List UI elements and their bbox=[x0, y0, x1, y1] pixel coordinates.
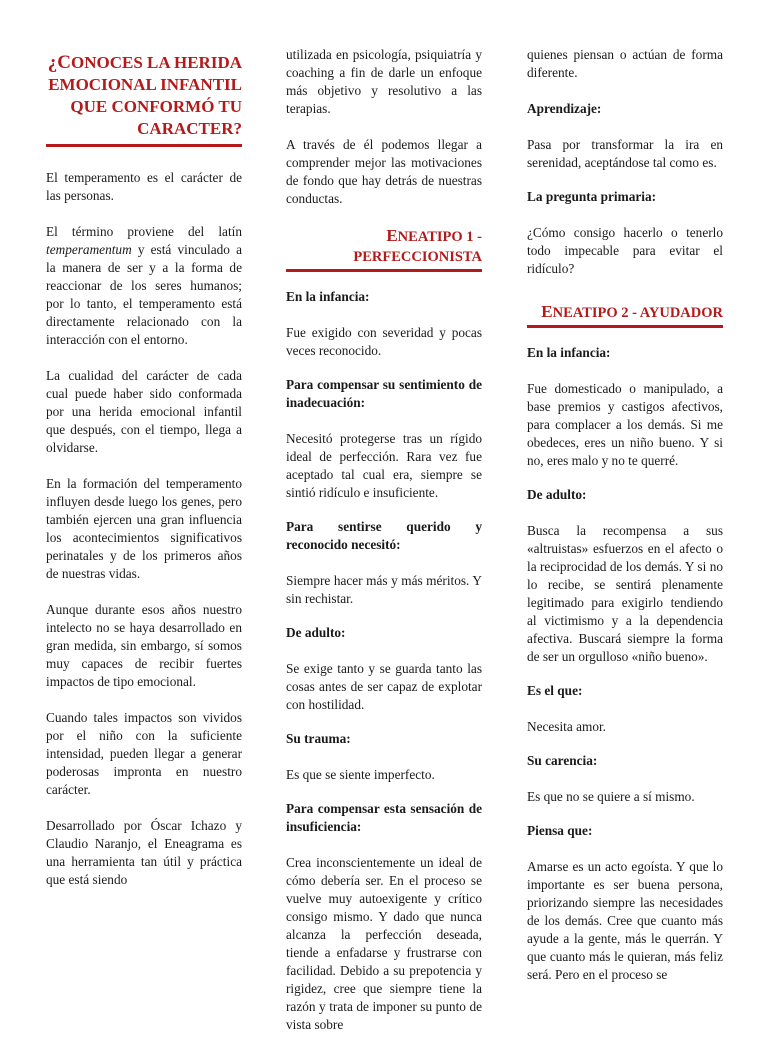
block-trauma bbox=[286, 730, 482, 784]
block-adulto bbox=[286, 624, 482, 714]
block-adulto bbox=[527, 486, 723, 666]
block-carencia bbox=[527, 752, 723, 806]
paragraph: Cuando tales impactos son vividos por el niño con la suficiente intensidad, pueden llegar a generar poderosas impronta en nuestro carácter. bbox=[46, 710, 242, 797]
block-heading: La pregunta primaria: bbox=[527, 189, 657, 204]
block-text: Es que se siente imperfecto. bbox=[286, 767, 435, 782]
paragraph: A través de él podemos llegar a comprender mejor las motivaciones de fondo que hay detrás de nuestras conductas. bbox=[286, 137, 482, 206]
block-text: Pasa por transformar la ira en serenidad, aceptándose tal como es. bbox=[527, 137, 723, 170]
block-insuficiencia bbox=[286, 800, 482, 1034]
block-heading: En la infancia: bbox=[527, 345, 611, 360]
block-infancia bbox=[286, 288, 482, 360]
block-es-el-que bbox=[527, 682, 723, 736]
section-title-eneatipo-1: ENEATIPO 1 - PERFECCIONISTA bbox=[286, 226, 482, 272]
block-text: Es que no se quiere a sí mismo. bbox=[527, 789, 695, 804]
block-heading: Para compensar su sentimiento de inadecuación: bbox=[286, 377, 482, 410]
block-heading: Su trauma: bbox=[286, 731, 351, 746]
block-pregunta bbox=[527, 188, 723, 278]
block-heading: Para compensar esta sensación de insuficiencia: bbox=[286, 801, 482, 834]
block-heading: En la infancia: bbox=[286, 289, 370, 304]
paragraph: La cualidad del carácter de cada cual puede haber sido conformada por una herida emocional infantil que después, con el tiempo, llega a olvidarse. bbox=[46, 368, 242, 455]
column-1 bbox=[46, 0, 242, 907]
block-text: Necesitó protegerse tras un rígido ideal de perfección. Rara vez fue aceptado tal cual era, siempre se sintió ridículo e insuficiente. bbox=[286, 431, 482, 500]
block-heading: Su carencia: bbox=[527, 753, 598, 768]
block-text: Amarse es un acto egoísta. Y que lo importante es ser buena persona, priorizando siempre las necesidades de los demás. Cree que cuanto más ayude a la gente, más le querrán. Y que cuanto más le quieran, más feliz será. Pero en el proceso se bbox=[527, 859, 723, 982]
intro-paragraph: El temperamento es el carácter de las personas. bbox=[46, 170, 242, 203]
paragraph: En la formación del temperamento influyen desde luego los genes, pero también ejercen una gran influencia los acontecimientos significativos perinatales y de los primeros años de nuestras vidas. bbox=[46, 476, 242, 581]
block-text: Fue exigido con severidad y pocas veces reconocido. bbox=[286, 325, 482, 358]
main-title: ¿CONOCES LA HERIDA EMOCIONAL INFANTIL QUE CONFORMÓ TU CARACTER? bbox=[46, 52, 242, 147]
block-text: Crea inconscientemente un ideal de cómo debería ser. En el proceso se vuelve muy autoexigente y crítico consigo mismo. Y dado que nunca alcanza la perfección deseada, tiende a enfadarse y frustrarse con facilidad. Debido a su prepotencia y rigidez, cree que siempre tiene la razón y trata de imponer su punto de vista sobre bbox=[286, 855, 482, 1032]
block-infancia bbox=[527, 344, 723, 470]
block-heading: Es el que: bbox=[527, 683, 583, 698]
block-text: Se exige tanto y se guarda tanto las cosas antes de ser capaz de explotar con hostilidad. bbox=[286, 661, 482, 712]
block-text: ¿Cómo consigo hacerlo o tenerlo todo impecable para evitar el ridículo? bbox=[527, 225, 723, 276]
block-text: Busca la recompensa a sus «altruistas» esfuerzos en el afecto o la reciprocidad de los demás. Y si no lo recibe, se sentirá plenamente legitimado para exigirlo tendiendo al victimismo y a la dependencia afectiva. Buscará siempre la forma de ser un orgulloso «niño bueno». bbox=[527, 523, 723, 664]
block-text: Fue domesticado o manipulado, a base premios y castigos afectivos, para complacer a los demás. Si me obedeces, eres un niño bueno. Y si no, eres malo y no te querré. bbox=[527, 381, 723, 468]
column-3 bbox=[527, 0, 723, 1000]
column-2 bbox=[286, 0, 482, 1050]
block-heading: De adulto: bbox=[527, 487, 587, 502]
block-compensar bbox=[286, 376, 482, 502]
block-text: Necesita amor. bbox=[527, 719, 607, 734]
paragraph: quienes piensan o actúan de forma diferente. bbox=[527, 47, 723, 80]
block-heading: Para sentirse querido y reconocido necesitó: bbox=[286, 519, 482, 552]
paragraph: Aunque durante esos años nuestro intelecto no se haya desarrollado en gran medida, sin embargo, sí somos muy capaces de recibir fuertes impactos de tipo emocional. bbox=[46, 602, 242, 689]
block-heading: Piensa que: bbox=[527, 823, 593, 838]
etymology-paragraph: El término proviene del latín temperamentum y está vinculado a la manera de ser y a la forma de reaccionar de los seres humanos; por lo tanto, el temperamento está directamente relacionado con la interacción con el entorno. bbox=[46, 224, 242, 347]
paragraph: Desarrollado por Óscar Ichazo y Claudio Naranjo, el Eneagrama es una herramienta tan útil y práctica que está siendo bbox=[46, 818, 242, 887]
block-sentirse-querido bbox=[286, 518, 482, 608]
block-piensa-que bbox=[527, 822, 723, 984]
block-aprendizaje bbox=[527, 100, 723, 172]
paragraph: utilizada en psicología, psiquiatría y coaching a fin de darle un enfoque más objetivo y resolutivo a las terapias. bbox=[286, 47, 482, 116]
block-heading: Aprendizaje: bbox=[527, 101, 602, 116]
section-title-eneatipo-2: ENEATIPO 2 - AYUDADOR bbox=[527, 302, 723, 328]
block-heading: De adulto: bbox=[286, 625, 346, 640]
block-text: Siempre hacer más y más méritos. Y sin rechistar. bbox=[286, 573, 482, 606]
